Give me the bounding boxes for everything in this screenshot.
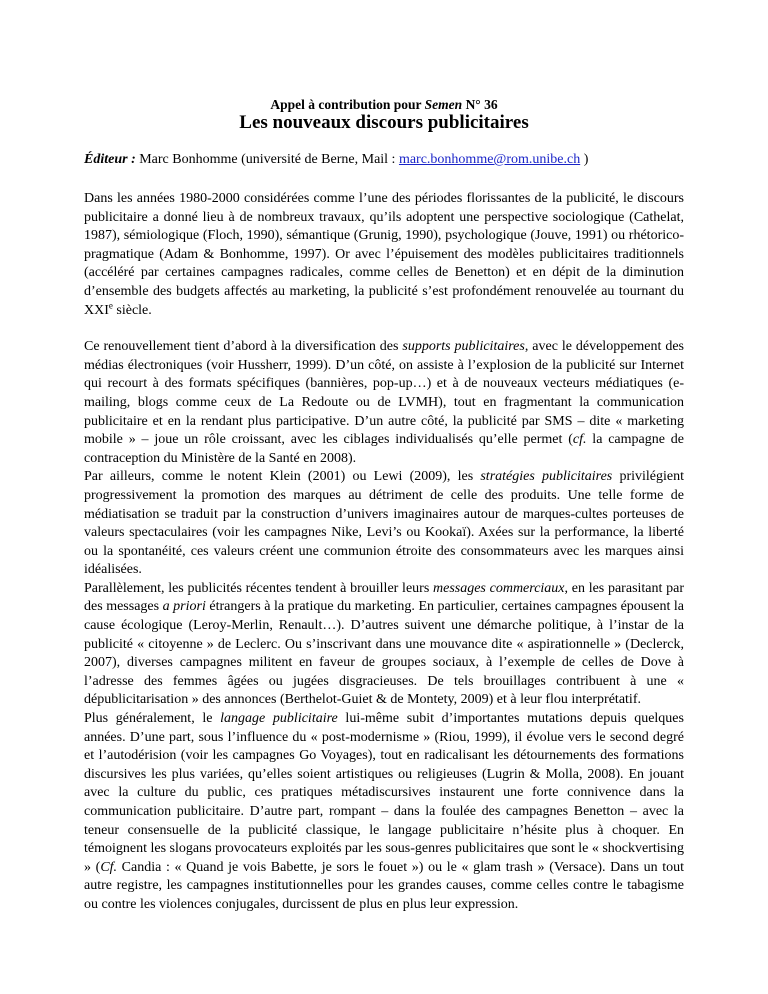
paragraph-1-end: siècle. xyxy=(112,302,152,318)
paragraph-5-text: Plus généralement, le xyxy=(84,711,221,727)
editor-email-link[interactable]: marc.bonhomme@rom.unibe.ch xyxy=(398,152,581,167)
paragraph-2-text-c: la campagne de contraception du Ministère de la Santé en 2008). xyxy=(84,432,684,466)
paragraph-4-emphasis: messages commerciaux xyxy=(433,580,565,596)
journal-name: Semen xyxy=(424,97,463,112)
paragraph-3 xyxy=(84,468,684,580)
editor-text: Marc Bonhomme (université de Berne, Mail : xyxy=(135,152,399,167)
paragraph-2-text-b: , avec le développement des médias électroniques (voir Hussherr, 1999). D’un côté, on assiste à l’explosion de la publicité sur Internet qui recourt à des formats spécifiques (bannières, pop-up…) et à de nouveaux vecteurs médiatiques (e-mailing, blogs comme ceux de La Redoute ou de LVMH), tout en fragmentant la communication publicitaire et en la rendant plus participative. D’un autre côté, la publicité par SMS – dite « marketing mobile » – joue un rôle croissant, avec les ciblages individualisés qu’elle permet ( xyxy=(84,339,685,448)
paragraph-3-text-b: privilégient progressivement la promotion des marques au détriment de celle des produits. Une telle forme de médiatisation se traduit par la construction d’univers imaginaires autour de marques-cultes porteuses de valeurs spectaculaires (voir les campagnes Nike, Levi’s ou Kookaï). Axées sur la performance, la liberté ou la spontanéité, ces valeurs créent une communion étroite des consommateurs avec les marques ainsi idéalisées. xyxy=(84,469,684,578)
paragraph-2-emphasis-b: cf. xyxy=(572,432,587,448)
paragraph-2 xyxy=(84,338,684,468)
body-text xyxy=(84,190,684,915)
editor-line xyxy=(84,152,684,168)
paragraph-4 xyxy=(84,580,684,710)
page-title: Les nouveaux discours publicitaires xyxy=(239,112,529,133)
editor-closing: ) xyxy=(580,152,589,167)
paragraph-4-text-b: , en les parasitant par des messages xyxy=(84,580,685,615)
century-superscript: e xyxy=(108,299,113,310)
paragraph-5 xyxy=(84,710,684,915)
issue-number: N° 36 xyxy=(462,97,498,112)
call-for-contributions-heading xyxy=(84,97,684,113)
editor-label: Éditeur : xyxy=(84,152,136,167)
paragraph-3-emphasis: stratégies publicitaires xyxy=(480,469,613,485)
paragraph-2-text: Ce renouvellement tient d’abord à la diversification des xyxy=(84,339,403,355)
callout-prefix: Appel à contribution pour xyxy=(270,97,425,112)
paragraph-4-text-c: étrangers à la pratique du marketing. En particulier, certaines campagnes épousent la cause écologique (Leroy-Merlin, Renault…). D’autres suivent une démarche politique, à l’instar de la publicité « citoyenne » de Leclerc. Ou s’inscrivant dans une mouvance dite « aspirationnelle » (Declerck, 2007), diverses campagnes militent en faveur de groupes sociaux, à l’exemple de celles de Dove à l’adresse des femmes âgées ou jugées disgracieuses. De tels brouillages contribuent à une « dépublicitarisation » des annonces (Berthelot-Guiet & de Montety, 2009) et à leur flou interprétatif. xyxy=(84,599,684,708)
paragraph-4-emphasis-b: a priori xyxy=(162,599,206,615)
paragraph-4-text: Parallèlement, les publicités récentes tendent à brouiller leurs xyxy=(84,580,433,596)
paragraph-5-text-b: lui-même subit d’importantes mutations depuis quelques années. D’une part, sous l’influence du « post-modernisme » (Riou, 1999), il évolue vers le second degré et l’autodérision (voir les campagnes Go Voyages), tout en radicalisant les détournements des formations discursives les plus variées, qu’elles soient artistiques ou religieuses (Lugrin & Molla, 2008). En jouant avec la culture du public, ces pratiques métadiscursives instaurent une forte connivence dans la communication publicitaire. D’autre part, rompant – dans la foulée des campagnes Benetton – avec la teneur consensuelle de la publicité classique, le langage publicitaire n’hésite plus à choquer. En témoignent les slogans provocateurs exploités par les sous-genres publicitaires que sont le « shockvertising » ( xyxy=(84,711,684,875)
paragraph-1-text: Dans les années 1980-2000 considérées comme l’une des périodes florissantes de la publicité, le discours publicitaire a donné lieu à de nombreux travaux, qu’ils adoptent une perspective sociologique (Cathelat, 1987), sémiologique (Floch, 1990), sémantique (Grunig, 1990), psychologique (Jouve, 1991) ou rhétorico-pragmatique (Adam & Bonhomme, 1997). Or avec l’épuisement des modèles publicitaires traditionnels (accéléré par certaines campagnes radicales, comme celles de Benetton) et en dépit de la diminution d’ensemble des budgets affectés au marketing, la publicité s’est profondément renouvelée au tournant du XXI xyxy=(84,191,684,318)
paragraph-5-emphasis-b: Cf. xyxy=(100,859,118,875)
paragraph-3-text: Par ailleurs, comme le notent Klein (2001) ou Lewi (2009), les xyxy=(84,469,481,485)
paragraph-2-emphasis: supports publicitaires xyxy=(402,339,525,355)
paragraph-1 xyxy=(84,190,684,320)
paragraph-5-text-c: Candia : « Quand je vois Babette, je sors le fouet ») ou le « glam trash » (Versace). Dans un tout autre registre, les campagnes institutionnelles pour les grandes causes, comme celles contre le tabagisme ou contre les violences conjugales, durcissent de plus en plus leur expression. xyxy=(84,859,684,912)
paragraph-5-emphasis: langage publicitaire xyxy=(220,711,338,727)
